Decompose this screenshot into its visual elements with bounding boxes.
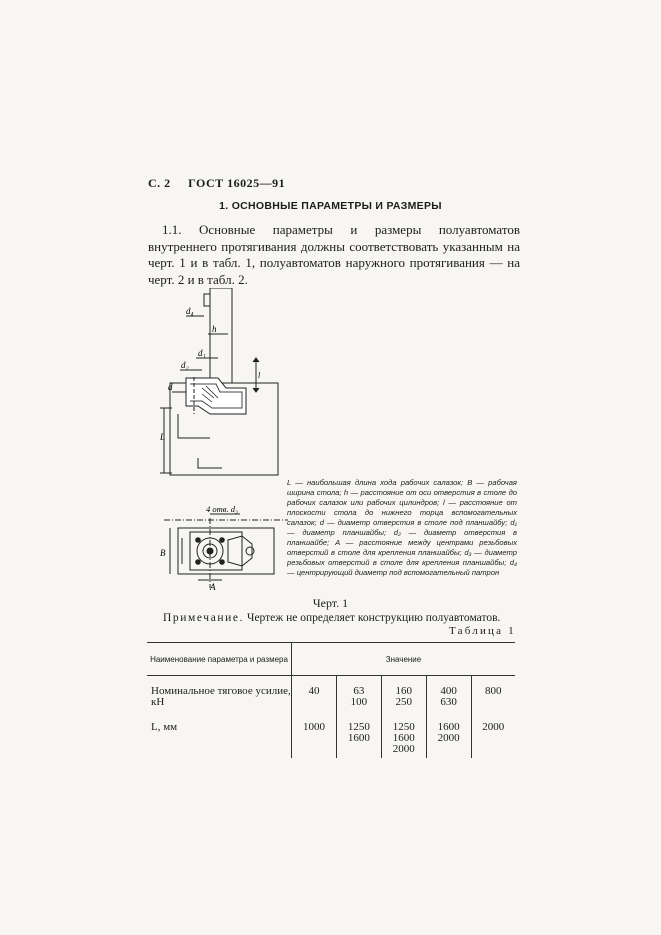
row-value: 40: [292, 676, 337, 717]
header-param: Наименование параметра и размера: [147, 643, 292, 676]
parameters-table: [147, 642, 515, 758]
table-row: [147, 716, 515, 758]
row-value: 1250 1600 2000: [381, 716, 426, 758]
standard-code: ГОСТ 16025—91: [188, 176, 286, 190]
label-L: L: [160, 432, 166, 442]
row-value: 63 100: [336, 676, 381, 717]
row-value: 800: [485, 685, 502, 697]
label-l: l: [258, 371, 261, 380]
note: [163, 612, 500, 624]
table-row: [147, 676, 515, 717]
drawing-legend: L — наибольшая длина хода рабочих салазок; B — рабочая ширина стола; h — расстояние от оси отверстия в столе до рабочих салазок или рабочих цилиндров; l — расстояние от плоскости стола до нижнего торца вспомогательных салазок; d — диаметр отверстия в столе под планшайбу; d₁ — диаметр планшайбы; d₂ — диаметр отверстия в планшайбе; A — расстояние между центрами резьбовых отверстий в столе для крепления планшайбы; d₃ — диаметр резьбовых отверстий в столе для крепления планшайбы; d₄ — центрирующий диаметр под вспомогательный патрон: [287, 478, 517, 577]
technical-drawing: [158, 288, 288, 593]
label-A: A: [210, 582, 216, 592]
note-text: Чертеж не определяет конструкцию полуавтоматов.: [244, 612, 501, 624]
label-d2: d₂: [181, 360, 189, 370]
row-value: 1000: [292, 716, 337, 758]
row-value: 1250 1600: [336, 716, 381, 758]
row-value: 2000: [482, 721, 505, 733]
header-value: Значение: [292, 643, 516, 676]
label-holes: 4 отв. d₃: [206, 504, 238, 514]
paragraph-text: 1.1. Основные параметры и размеры полуавтоматов внутреннего протягивания должны соответствовать указанным на черт. 1 и в табл. 1, полуавтоматов наружного протягивания — на черт. 2 и в табл. 2.: [148, 222, 520, 287]
note-label: Примечание.: [163, 612, 245, 624]
row-name: Номинальное тяговое усилие, кН: [147, 676, 292, 717]
body-paragraph: [148, 222, 520, 288]
label-d4: d₄: [186, 306, 194, 316]
table-label: Таблица 1: [449, 625, 516, 637]
label-d: d: [168, 382, 173, 392]
row-name: L, мм: [147, 716, 292, 758]
row-value: 1600 2000: [426, 716, 471, 758]
label-h: h: [212, 324, 217, 334]
label-d1: d₁: [198, 348, 206, 358]
row-value: 400 630: [426, 676, 471, 717]
label-B: B: [160, 548, 166, 558]
figure-caption: Черт. 1: [312, 596, 349, 610]
column-outline: [210, 288, 232, 383]
row-value: 160 250: [381, 676, 426, 717]
page-number: С. 2: [148, 176, 171, 190]
page-header: [148, 176, 299, 191]
section-title: 1. ОСНОВНЫЕ ПАРАМЕТРЫ И РАЗМЕРЫ: [219, 200, 442, 212]
